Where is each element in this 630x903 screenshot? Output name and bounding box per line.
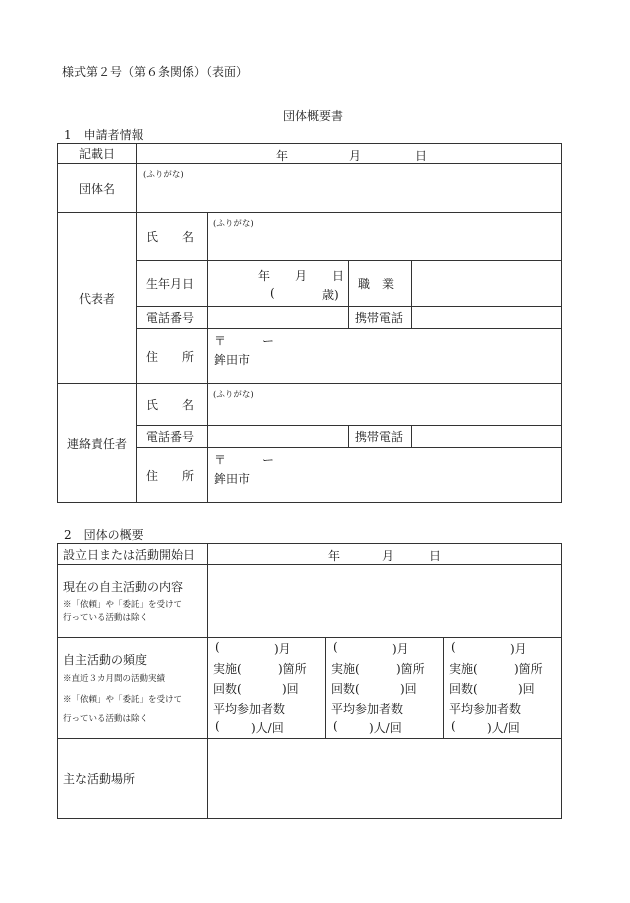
rep-job-label: 職 業 [349,261,412,307]
section2-heading: 2 団体の概要 [64,528,144,542]
contact-address-field[interactable] [208,448,562,503]
start-date-year: 年 [328,549,341,563]
avg-label: 平均参加者数 [213,702,286,716]
impl-open: 実施( [449,662,478,676]
frequency-month-cell[interactable] [208,638,326,739]
contact-name-label: 氏 名 [137,384,208,426]
rep-postal-dash: ー [262,334,275,348]
rep-city: 鉾田市 [214,353,251,367]
date-field[interactable] [137,144,562,164]
activity-content-label-cell [58,565,208,638]
impl-open: 実施( [213,662,242,676]
group-overview-table [57,543,562,819]
date-month: 月 [349,149,362,163]
month-close: )月 [510,642,527,656]
times-close: )回 [518,682,535,696]
frequency-month-cell[interactable] [444,638,562,739]
impl-close: )箇所 [514,662,543,676]
activity-content-note-1: ※「依頼」や「委託」を受けて [63,600,183,610]
group-name-label: 団体名 [58,164,137,213]
date-year: 年 [276,149,289,163]
rep-address-field[interactable] [208,329,562,384]
frequency-note-2a: ※「依頼」や「委託」を受けて [63,695,183,705]
start-date-month: 月 [382,549,395,563]
contact-postal-mark: 〒 [214,453,227,467]
times-close: )回 [400,682,417,696]
activity-content-label: 現在の自主活動の内容 [63,580,184,594]
location-label: 主な活動場所 [58,739,208,819]
frequency-label: 自主活動の頻度 [63,653,148,667]
contact-name-furigana: (ふりがな) [213,390,254,400]
contact-address-label: 住 所 [137,448,208,503]
start-date-label: 設立日または活動開始日 [58,544,208,565]
rep-birth-day: 日 [332,269,345,283]
document-title: 団体概要書 [283,109,344,123]
start-date-field[interactable] [208,544,562,565]
contact-city: 鉾田市 [214,472,251,486]
start-date-day: 日 [429,549,442,563]
contact-mobile-field[interactable] [412,426,562,448]
contact-phone-label: 電話番号 [137,426,208,448]
applicant-info-table [57,143,562,503]
month-close: )月 [274,642,291,656]
rep-address-label: 住 所 [137,329,208,384]
rep-mobile-field[interactable] [412,307,562,329]
section1-heading: 1 申請者情報 [64,128,144,142]
rep-mobile-label: 携帯電話 [349,307,412,329]
frequency-note-2b: 行っている活動は除く [63,714,149,724]
month-open: ( [215,640,220,654]
form-number: 様式第２号（第６条関係）（表面） [62,65,249,79]
contact-mobile-label: 携帯電話 [349,426,412,448]
avg-open: ( [215,719,220,733]
group-name-furigana: (ふりがな) [143,170,184,180]
rep-name-furigana: (ふりがな) [213,219,254,229]
date-day: 日 [415,149,428,163]
activity-content-note-2: 行っている活動は除く [63,613,149,623]
avg-label: 平均参加者数 [331,702,404,716]
rep-phone-label: 電話番号 [137,307,208,329]
contact-postal-dash: ー [262,453,275,467]
month-open: ( [333,640,338,654]
times-open: 回数( [449,682,478,696]
group-name-field[interactable] [137,164,562,213]
avg-close: )人/回 [487,721,520,735]
avg-open: ( [333,719,338,733]
times-open: 回数( [213,682,242,696]
rep-phone-field[interactable] [208,307,349,329]
frequency-label-cell [58,638,208,739]
rep-name-field[interactable] [208,213,562,261]
representative-label: 代表者 [58,213,137,384]
contact-name-field[interactable] [208,384,562,426]
frequency-month-cell[interactable] [326,638,444,739]
rep-postal-mark: 〒 [214,334,227,348]
rep-job-field[interactable] [412,261,562,307]
contact-phone-field[interactable] [208,426,349,448]
rep-birth-label: 生年月日 [137,261,208,307]
month-close: )月 [392,642,409,656]
impl-close: )箇所 [396,662,425,676]
rep-birth-year: 年 [258,269,271,283]
frequency-note-1: ※直近３カ月間の活動実績 [63,674,166,684]
avg-close: )人/回 [369,721,402,735]
rep-name-label: 氏 名 [137,213,208,261]
rep-birth-month: 月 [295,269,308,283]
activity-content-field[interactable] [208,565,562,638]
date-label: 記載日 [58,144,137,164]
times-close: )回 [282,682,299,696]
avg-close: )人/回 [251,721,284,735]
rep-age-unit: 歳) [322,288,339,302]
impl-open: 実施( [331,662,360,676]
rep-age-open: ( [270,286,275,300]
location-field[interactable] [208,739,562,819]
contact-label: 連絡責任者 [58,384,137,503]
rep-birth-field[interactable] [208,261,349,307]
impl-close: )箇所 [278,662,307,676]
times-open: 回数( [331,682,360,696]
month-open: ( [451,640,456,654]
avg-label: 平均参加者数 [449,702,522,716]
avg-open: ( [451,719,456,733]
